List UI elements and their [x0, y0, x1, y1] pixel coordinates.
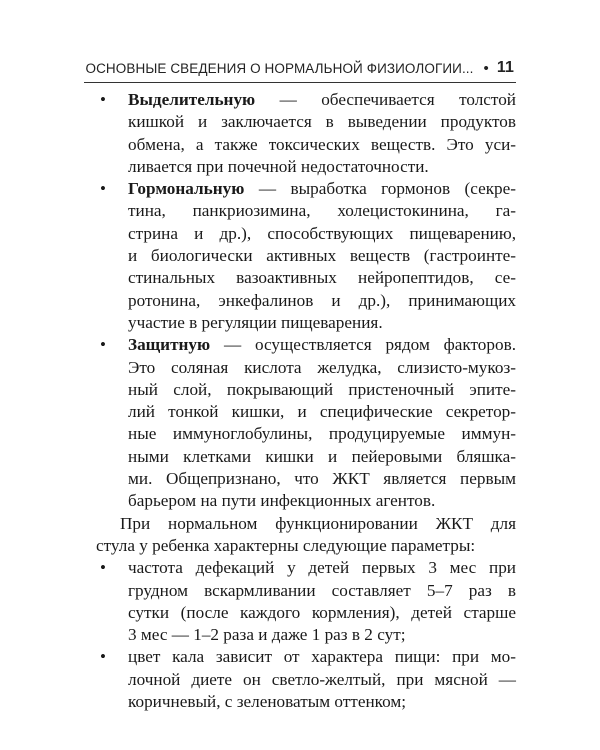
- text-line: При нормальном функционировании ЖКТ для: [120, 513, 516, 533]
- parameter-item-color: [96, 646, 516, 713]
- text-line: и биологически активных веществ (гастроинте-: [128, 246, 516, 266]
- text-line: Защитную — осуществляется рядом факторов.: [128, 335, 516, 355]
- text-line: тина, панкриозимина, холецистокинина, га-: [128, 201, 516, 221]
- term-hormonal: Гормональную: [128, 179, 245, 199]
- running-header: [84, 56, 514, 80]
- text-line: ми. Общепризнано, что ЖКТ является первым: [128, 469, 516, 489]
- text-line: Это соляная кислота желудка, слизисто-мукоз-: [128, 357, 516, 377]
- body-text: [96, 89, 516, 713]
- text-line: лий тонкой кишки, и специфические секретор-: [128, 402, 516, 422]
- text-line: 3 мес — 1–2 раза и даже 1 раз в 2 сут;: [128, 625, 406, 645]
- text-line: стула у ребенка характерны следующие параметры:: [96, 535, 476, 555]
- bullet-icon: •: [100, 90, 106, 109]
- function-item-hormonal: [96, 178, 516, 334]
- text-line: стрина и др.), способствующих пищеварению,: [128, 223, 516, 243]
- paragraph: [96, 513, 516, 558]
- text-line: Гормональную — выработка гормонов (секре-: [128, 179, 516, 199]
- text-line: грудном вскармливании составляет 5–7 раз в: [128, 580, 516, 600]
- parameter-item-frequency: [96, 557, 516, 646]
- bullet-icon: •: [100, 335, 106, 355]
- text-line: частота дефекаций у детей первых 3 мес при: [128, 558, 516, 578]
- header-rule: [84, 82, 516, 83]
- text-line: барьером на пути инфекционных агентов.: [128, 491, 436, 511]
- bullet-icon: •: [100, 558, 106, 578]
- text-line: ный слой, покрывающий пристеночный эпите-: [128, 379, 516, 399]
- text-line: коричневый, с зеленоватым оттенком;: [128, 692, 407, 712]
- function-item-protective: [96, 334, 516, 512]
- text-line: стинальных вазоактивных нейропептидов, се-: [128, 268, 516, 288]
- text-line: лочной диете он светло-желтый, при мясной —: [128, 669, 516, 689]
- text-line: сутки (после каждого кормления), детей старше: [128, 602, 516, 622]
- term-excretory: Выделительную: [128, 90, 256, 109]
- text-line: цвет кала зависит от характера пищи: при мо-: [128, 647, 516, 667]
- text-line: ливается при почечной недостаточности.: [128, 156, 429, 176]
- bullet-icon: •: [100, 179, 106, 199]
- header-bullet: •: [483, 59, 489, 77]
- text-line: ными клетками кишки и пейеровыми бляшка-: [128, 446, 516, 466]
- text-line: ротонина, энкефалинов и др.), принимающих: [128, 290, 516, 310]
- function-item-excretory: [96, 89, 516, 178]
- chapter-title: ОСНОВНЫЕ СВЕДЕНИЯ О НОРМАЛЬНОЙ ФИЗИОЛОГИИ...: [85, 60, 474, 76]
- term-protective: Защитную: [128, 335, 211, 355]
- text-line: обмена, а также токсических веществ. Это уси-: [128, 134, 516, 154]
- text-line: Выделительную — обеспечивается толстой: [128, 90, 516, 109]
- text-line: ные иммуноглобулины, продуцируемые иммун-: [128, 424, 516, 444]
- text-line: кишкой и заключается в выведении продуктов: [128, 112, 516, 132]
- bullet-icon: •: [100, 647, 106, 667]
- text-line: участие в регуляции пищеварения.: [128, 312, 383, 332]
- page-number: 11: [496, 59, 514, 76]
